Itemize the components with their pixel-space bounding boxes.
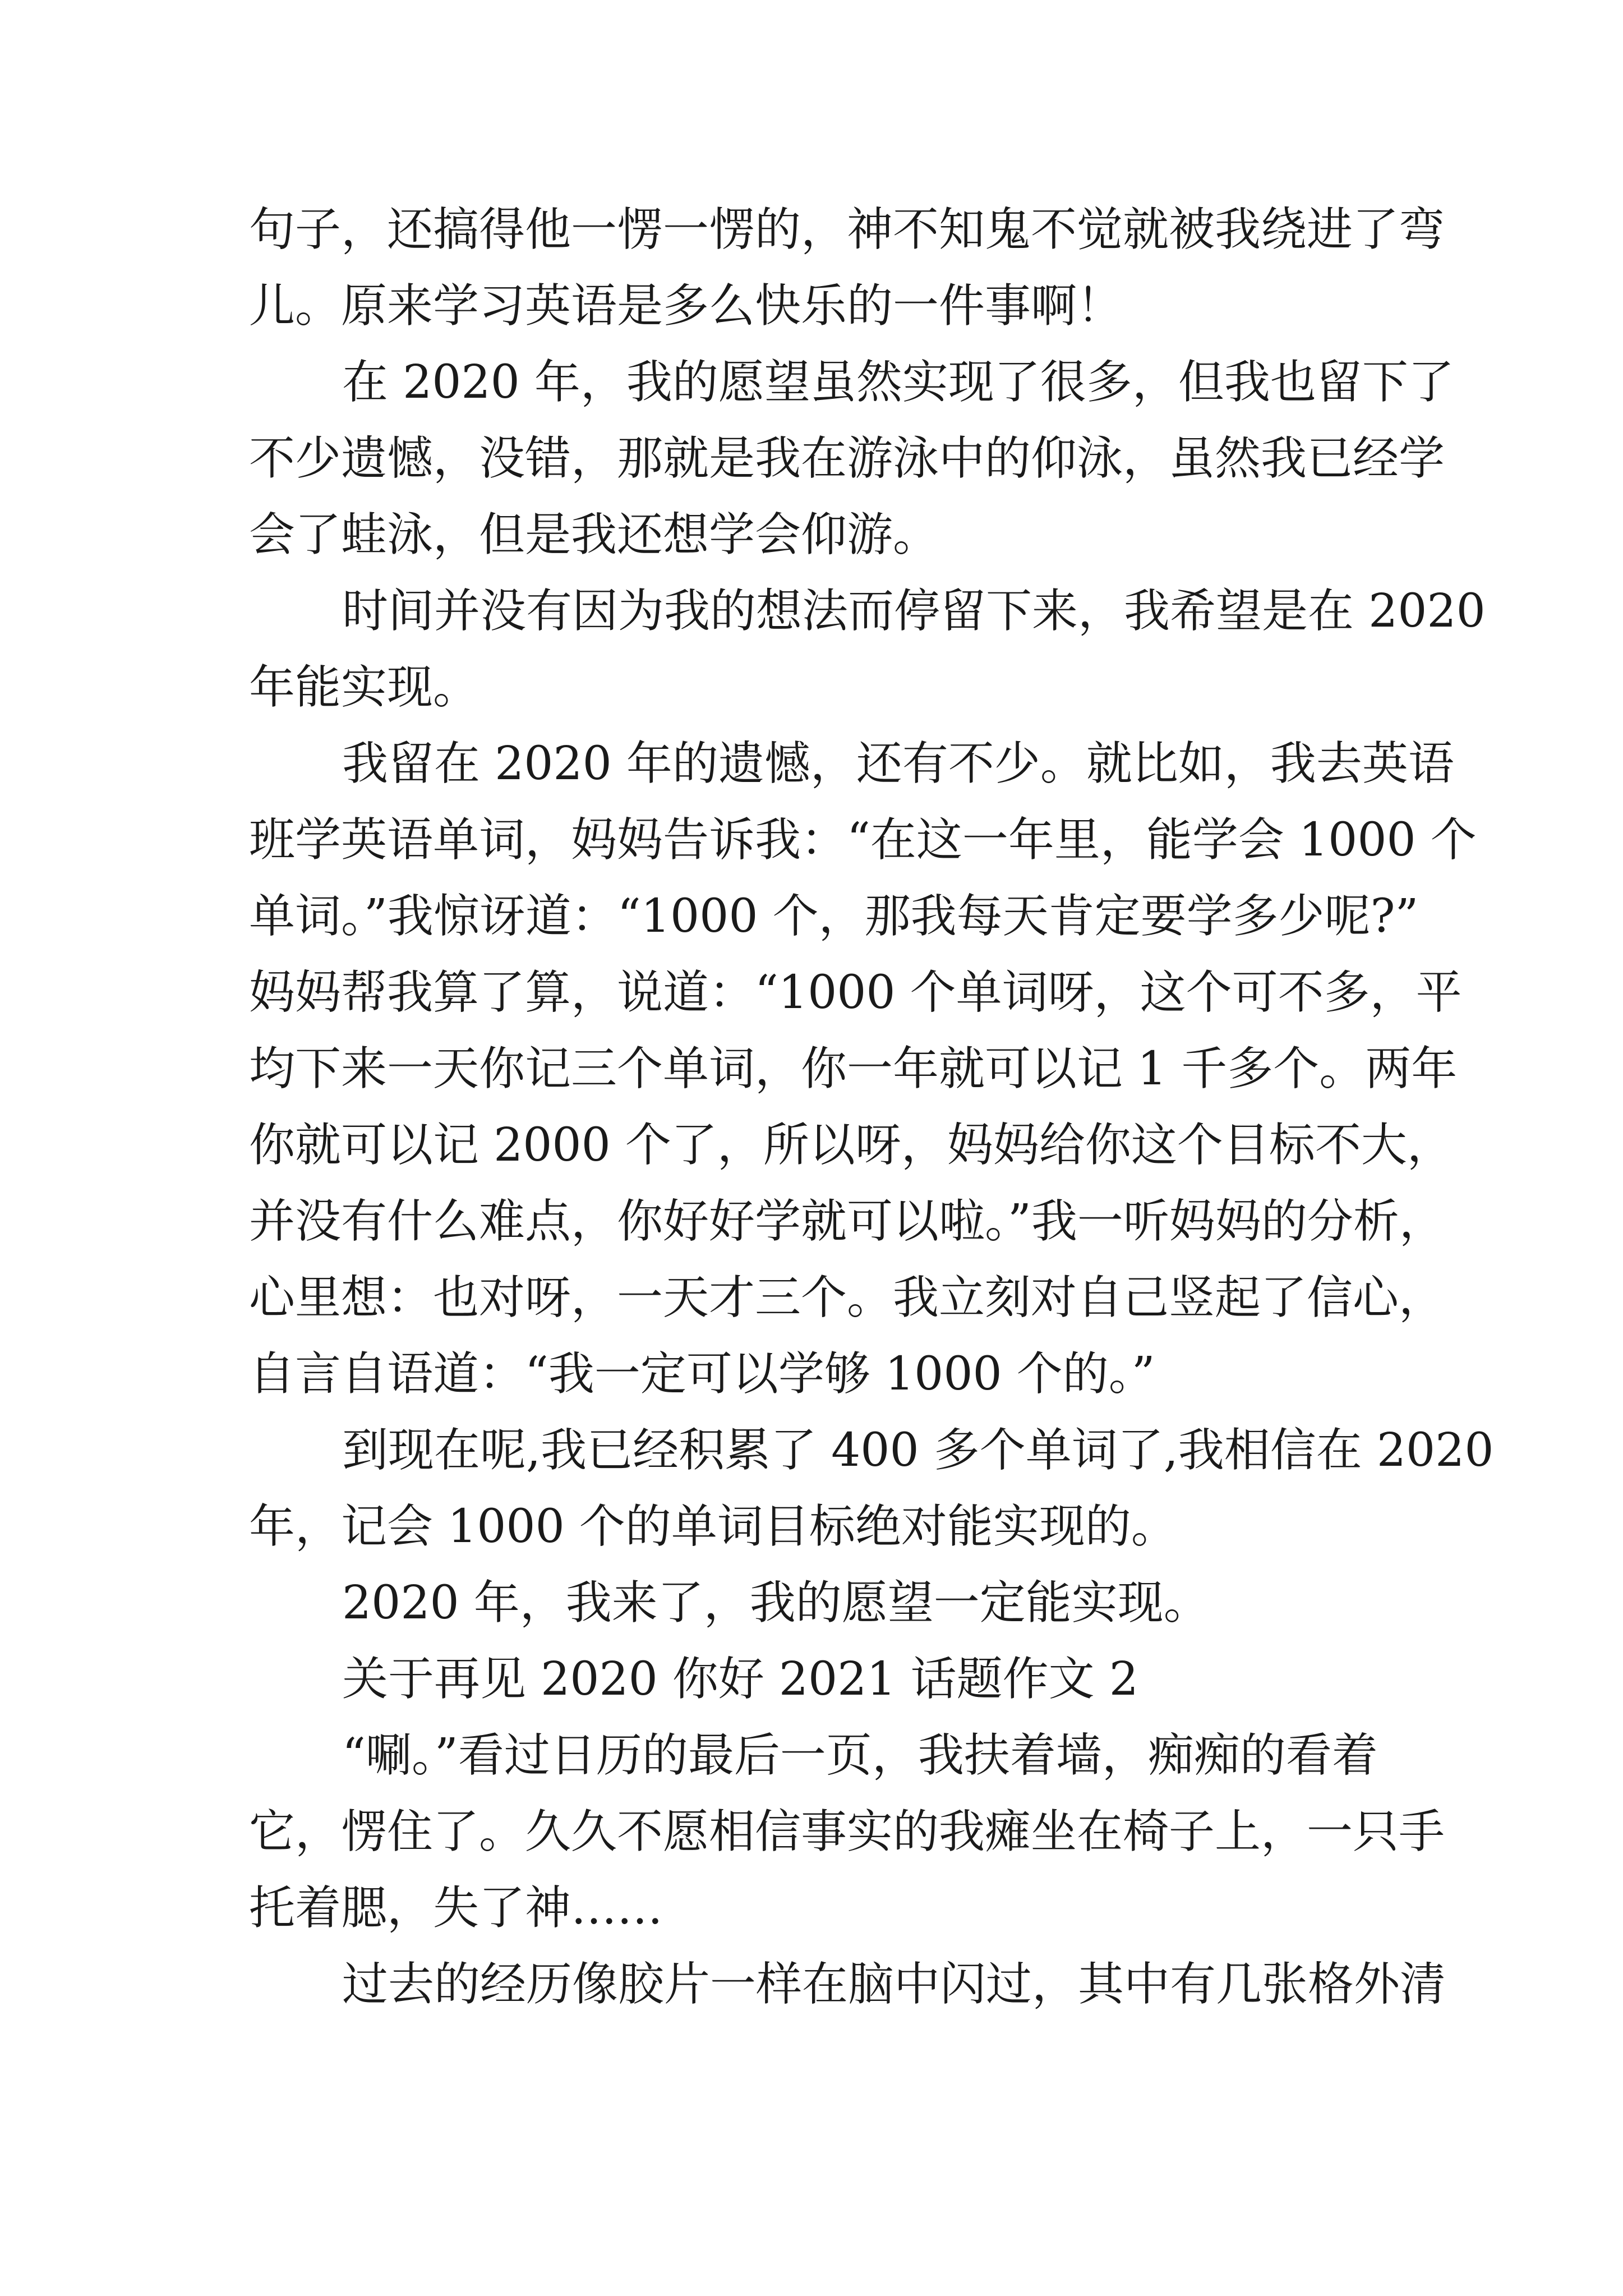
line-text: 班学英语单词，妈妈告诉我：“在这一年里，能学会 1000 个 [249, 813, 1477, 867]
line-text: 我留在 2020 年的遗憾，还有不少。就比如，我去英语 [342, 737, 1454, 790]
heading-text: 关于再见 2020 你好 2021 话题作文 2 [342, 1653, 1138, 1706]
text-line [0, 1717, 1623, 1795]
text-line [0, 1793, 1623, 1871]
line-text: 自言自语道：“我一定可以学够 1000 个的。” [249, 1347, 1155, 1401]
text-line [0, 267, 1623, 346]
line-text: 句子，还搞得他一愣一愣的，神不知鬼不觉就被我绕进了弯 [249, 203, 1445, 256]
line-text: 到现在呢,我已经积累了 400 多个单词了,我相信在 2020 [342, 1424, 1494, 1477]
text-line [0, 954, 1623, 1032]
text-line [0, 1030, 1623, 1108]
line-text: 在 2020 年，我的愿望虽然实现了很多，但我也留下了 [342, 356, 1454, 409]
line-text: 儿。原来学习英语是多么快乐的一件事啊！ [249, 279, 1123, 333]
text-line [0, 1945, 1623, 2024]
line-text: 它，愣住了。久久不愿相信事实的我瘫坐在椅子上，一只手 [249, 1805, 1445, 1858]
text-line [0, 801, 1623, 880]
line-text: 2020 年，我来了，我的愿望一定能实现。 [342, 1576, 1210, 1630]
line-text: 年能实现。 [249, 661, 479, 714]
line-text: 时间并没有因为我的想法而停留下来，我希望是在 2020 [342, 585, 1486, 638]
text-line [0, 648, 1623, 727]
text-line [0, 191, 1623, 269]
line-text: 年，记会 1000 个的单词目标绝对能实现的。 [249, 1500, 1177, 1553]
line-text: “唰。”看过日历的最后一页，我扶着墙，痴痴的看着 [342, 1729, 1378, 1782]
line-text: 过去的经历像胶片一样在脑中闪过，其中有几张格外清 [342, 1958, 1446, 2011]
text-line [0, 1335, 1623, 1414]
line-text: 你就可以记 2000 个了，所以呀，妈妈给你这个目标不大， [249, 1119, 1453, 1172]
line-text: 心里想：也对呀，一天才三个。我立刻对自己竖起了信心， [249, 1271, 1445, 1324]
text-line [0, 1411, 1623, 1490]
text-line [0, 1488, 1623, 1566]
text-line [0, 1564, 1623, 1642]
text-line [0, 877, 1623, 956]
line-text: 托着腮，失了神…… [249, 1881, 663, 1935]
line-text: 单词。”我惊讶道：“1000 个，那我每天肯定要学多少呢?” [249, 890, 1419, 943]
text-line [0, 725, 1623, 803]
section-heading [0, 1640, 1623, 1719]
text-line [0, 1259, 1623, 1337]
line-text: 会了蛙泳，但是我还想学会仰游。 [249, 508, 939, 562]
text-line [0, 496, 1623, 574]
text-line [0, 572, 1623, 651]
text-line [0, 1106, 1623, 1185]
text-line [0, 1869, 1623, 1948]
text-line [0, 343, 1623, 422]
text-line [0, 1182, 1623, 1261]
line-text: 不少遗憾，没错，那就是我在游泳中的仰泳，虽然我已经学 [249, 432, 1445, 485]
line-text: 并没有什么难点，你好好学就可以啦。”我一听妈妈的分析， [249, 1195, 1445, 1248]
line-text: 妈妈帮我算了算，说道：“1000 个单词呀，这个可不多，平 [249, 966, 1462, 1019]
line-text: 均下来一天你记三个单词，你一年就可以记 1 千多个。两年 [249, 1042, 1458, 1096]
text-line [0, 420, 1623, 498]
